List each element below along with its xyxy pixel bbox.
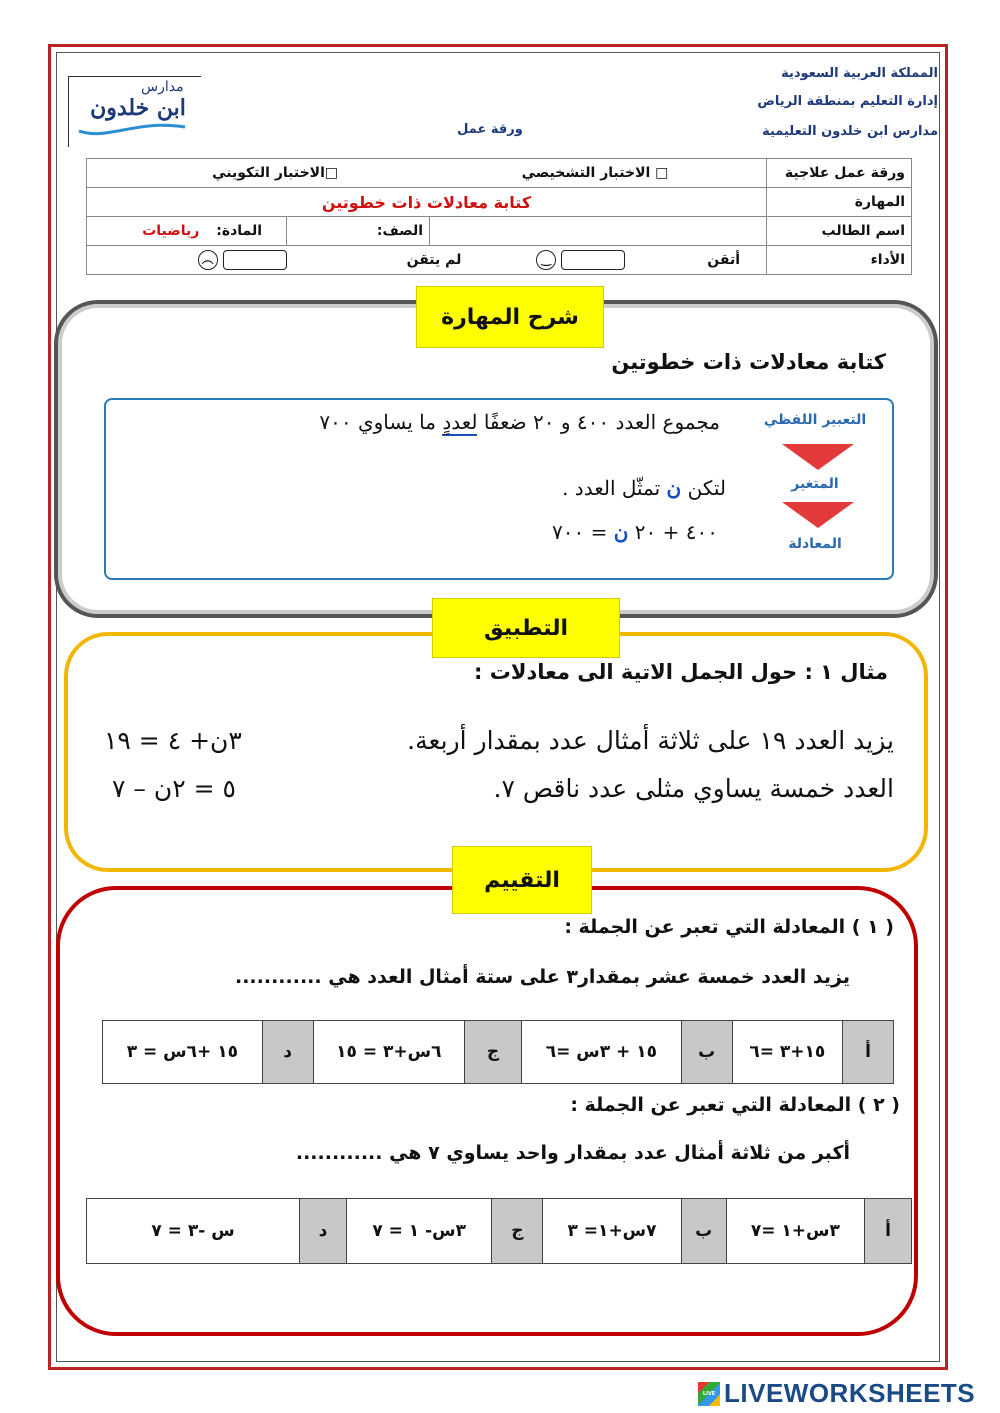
explain-title: كتابة معادلات ذات خطوتين — [611, 350, 886, 374]
skill-label: المهارة — [767, 188, 912, 217]
class-cell — [287, 217, 430, 246]
worksheet-type-cell: ورقة عمل علاجية — [767, 159, 912, 188]
liveworksheets-icon: LIVE — [698, 1382, 720, 1406]
logo-swoosh-icon — [77, 117, 187, 141]
question-2-text: أكبر من ثلاثة أمثال عدد بمقدار واحد يساوي ٧ هي ............ — [295, 1142, 850, 1164]
variable-text-b: تمثّل العدد . — [562, 476, 667, 500]
equation-text — [552, 520, 718, 544]
performance-cell — [87, 246, 767, 275]
class-label: الصف: — [376, 223, 423, 239]
q2-option-d[interactable]: س -٣ = ٧ — [87, 1199, 300, 1264]
arrow-down-icon — [782, 444, 854, 470]
kingdom-label: المملكة العربية السعودية — [781, 66, 938, 81]
equation-label: المعادلة — [788, 536, 842, 552]
admin-label: إدارة التعليم بمنطقة الرياض — [757, 94, 938, 109]
q2-option-b-letter: ب — [681, 1199, 726, 1264]
mastered-label: أتقن — [707, 252, 740, 268]
q1-option-c[interactable]: ٦س+٣ = ١٥ — [313, 1021, 464, 1084]
smile-icon: ‿ — [536, 250, 556, 270]
example-title: مثال ١ : حول الجمل الاتية الى معادلات : — [474, 660, 888, 684]
formative-option[interactable]: □الاختبار التكويني — [212, 165, 339, 181]
logo-top-text: مدارس — [141, 79, 184, 95]
equation-1: ٣ن+ ٤ = ١٩ — [104, 726, 242, 755]
skill-value: كتابة معادلات ذات خطوتين — [87, 188, 767, 217]
verbal-label: التعبير اللفظي — [763, 412, 867, 428]
q2-option-d-letter: د — [300, 1199, 347, 1264]
info-table — [86, 158, 912, 275]
apply-tab: التطبيق — [432, 598, 620, 658]
q1-option-d-letter: د — [262, 1021, 313, 1084]
question-2-title: ( ٢ ) المعادلة التي تعبر عن الجملة : — [570, 1094, 900, 1116]
q2-option-c-letter: ج — [492, 1199, 543, 1264]
q1-option-b[interactable]: ١٥ + ٣س =٦ — [522, 1021, 682, 1084]
school-logo — [68, 76, 201, 147]
sentence-1: يزيد العدد ١٩ على ثلاثة أمثال عدد بمقدار أربعة. — [407, 726, 894, 755]
logo-main-text: ابن خلدون — [90, 95, 186, 121]
variable-symbol: ن — [666, 476, 682, 500]
q1-option-c-letter: ج — [465, 1021, 522, 1084]
equation-symbol: ن — [613, 520, 629, 544]
verbal-text-b: لعددٍ — [442, 410, 478, 434]
worksheet-label: ورقة عمل — [457, 122, 523, 137]
variable-label: المتغير — [791, 476, 839, 492]
equation-text-b: = ٧٠٠ — [552, 520, 614, 544]
verbal-text — [319, 410, 720, 434]
liveworksheets-logo — [698, 1378, 975, 1409]
sentence-2: العدد خمسة يساوي مثلى عدد ناقص ٧. — [493, 774, 894, 803]
frown-icon: ︵ — [198, 250, 218, 270]
student-name-field[interactable] — [430, 217, 767, 246]
not-mastered-checkbox[interactable] — [223, 250, 287, 270]
q2-option-b[interactable]: ٧س+١= ٣ — [543, 1199, 681, 1264]
mastered-checkbox[interactable] — [561, 250, 625, 270]
schools-label: مدارس ابن خلدون التعليمية — [762, 124, 938, 139]
diagnostic-option[interactable]: □ الاختبار التشخيصي — [521, 165, 669, 181]
question-1-title: ( ١ ) المعادلة التي تعبر عن الجملة : — [564, 916, 894, 938]
q1-option-a-letter: أ — [843, 1021, 894, 1084]
q1-option-b-letter: ب — [681, 1021, 732, 1084]
student-name-label: اسم الطالب — [767, 217, 912, 246]
test-type-cell — [87, 159, 767, 188]
not-mastered-label: لم يتقن — [406, 252, 462, 268]
equation-2: ٥ = ٢ن – ٧ — [112, 774, 236, 803]
performance-label: الأداء — [767, 246, 912, 275]
q2-option-c[interactable]: ٣س- ١ = ٧ — [347, 1199, 492, 1264]
subject-label: المادة: — [216, 223, 262, 239]
explain-tab: شرح المهارة — [416, 286, 604, 348]
question-1-text: يزيد العدد خمسة عشر بمقدار٣ على ستة أمثال العدد هي ............ — [235, 966, 850, 988]
question-2-options — [86, 1198, 912, 1264]
question-1-options — [102, 1020, 894, 1084]
verbal-text-a: مجموع العدد ٤٠٠ و ٢٠ ضعفًا — [477, 410, 720, 434]
arrow-down-icon — [782, 502, 854, 528]
equation-text-a: ٤٠٠ + ٢٠ — [628, 520, 718, 544]
assessment-tab: التقييم — [452, 846, 592, 914]
q1-option-a[interactable]: ١٥+٣ =٦ — [732, 1021, 842, 1084]
variable-text-a: لتكن — [681, 476, 726, 500]
subject-cell — [87, 217, 287, 246]
liveworksheets-text: LIVEWORKSHEETS — [724, 1378, 976, 1408]
subject-value: رياضيات — [142, 223, 200, 239]
variable-text — [562, 476, 726, 500]
q2-option-a-letter: أ — [865, 1199, 912, 1264]
q1-option-d[interactable]: ١٥ +٦س = ٣ — [103, 1021, 263, 1084]
q2-option-a[interactable]: ٣س+١ =٧ — [726, 1199, 864, 1264]
verbal-text-c: ما يساوي ٧٠٠ — [319, 410, 443, 434]
